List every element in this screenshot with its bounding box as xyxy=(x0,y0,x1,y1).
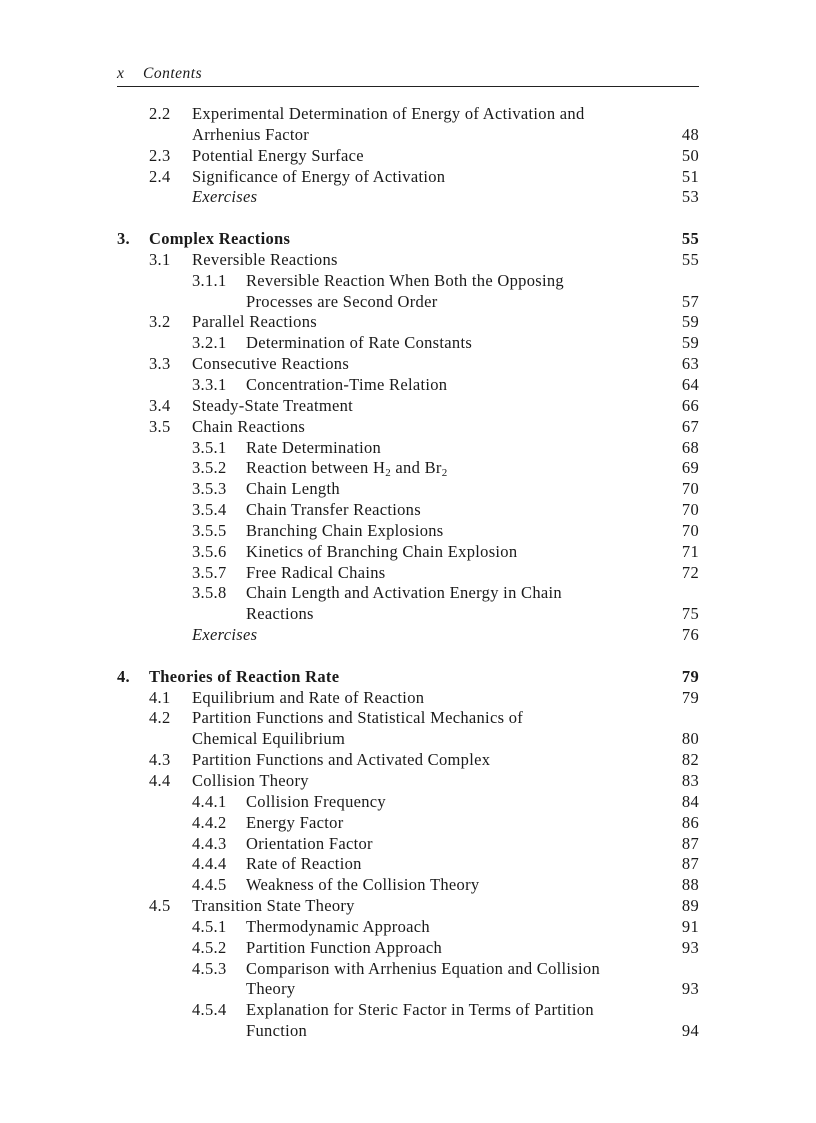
subsection-title: Energy Factor xyxy=(246,812,344,832)
exercises-title: Exercises xyxy=(192,187,258,207)
page-number: 55 xyxy=(681,249,699,269)
subsection-title: Reversible Reaction When Both the Opposing xyxy=(246,270,564,290)
subsection-title: Chain Length xyxy=(246,479,340,499)
title-text: and Br xyxy=(391,458,442,478)
chapter-title: Complex Reactions xyxy=(149,229,291,249)
page-number: 79 xyxy=(681,666,699,686)
subsection-title: Concentration-Time Relation xyxy=(246,374,448,394)
toc-subsection-entry xyxy=(117,375,699,396)
toc-subsection-entry xyxy=(117,917,699,938)
section-title: Chain Reactions xyxy=(192,416,306,436)
subsection-title: Collision Frequency xyxy=(246,791,386,811)
subsection-title: Theory xyxy=(246,979,296,999)
section-number: 3.5 xyxy=(149,416,171,436)
subsection-title: Kinetics of Branching Chain Explosion xyxy=(246,541,518,561)
toc-subsection-entry xyxy=(117,583,699,604)
page-number: 94 xyxy=(681,1021,699,1041)
subsection-number: 3.5.5 xyxy=(192,520,227,540)
toc-section-entry xyxy=(117,312,699,333)
toc-subsection-entry xyxy=(117,500,699,521)
subsection-title xyxy=(246,458,448,479)
subsection-number: 4.4.4 xyxy=(192,854,227,874)
toc-subsection-entry xyxy=(117,479,699,500)
section-number: 2.3 xyxy=(149,145,171,165)
chapter-title: Theories of Reaction Rate xyxy=(149,666,340,686)
page-number: 67 xyxy=(681,416,699,436)
subsection-number: 3.5.1 xyxy=(192,437,227,457)
toc-section-entry xyxy=(117,750,699,771)
subsection-number: 4.4.3 xyxy=(192,833,227,853)
subsection-title: Comparison with Arrhenius Equation and Collision xyxy=(246,958,601,978)
subsection-number: 3.5.2 xyxy=(192,458,227,478)
section-number: 3.2 xyxy=(149,312,171,332)
section-number: 3.3 xyxy=(149,354,171,374)
page-number: 80 xyxy=(681,729,699,749)
subsection-number: 4.4.5 xyxy=(192,875,227,895)
section-title: Experimental Determination of Energy of Activation and xyxy=(192,104,585,123)
subsection-number: 4.5.4 xyxy=(192,1000,227,1020)
running-header xyxy=(117,64,699,87)
page-number: 59 xyxy=(681,333,699,353)
page-number: 79 xyxy=(681,687,699,707)
page-number: 70 xyxy=(681,520,699,540)
toc-subsection-entry xyxy=(117,875,699,896)
subsection-title: Function xyxy=(246,1021,308,1041)
toc-section-entry xyxy=(117,688,699,709)
subsection-title: Rate of Reaction xyxy=(246,854,362,874)
subsection-number: 4.4.2 xyxy=(192,812,227,832)
subsection-title: Weakness of the Collision Theory xyxy=(246,875,480,895)
page-number: 53 xyxy=(681,187,699,207)
page-folio: x xyxy=(117,65,124,82)
table-of-contents xyxy=(117,104,699,1042)
toc-section-entry xyxy=(117,104,699,125)
section-title: Equilibrium and Rate of Reaction xyxy=(192,687,425,707)
subsection-number: 3.1.1 xyxy=(192,270,227,290)
section-title: Significance of Energy of Activation xyxy=(192,166,446,186)
toc-section-entry xyxy=(117,167,699,188)
section-number: 2.2 xyxy=(149,104,171,123)
page-number: 69 xyxy=(681,458,699,478)
section-title: Steady-State Treatment xyxy=(192,395,354,415)
subsection-title: Chain Length and Activation Energy in Chain xyxy=(246,583,562,603)
page-number: 72 xyxy=(681,562,699,582)
section-title: Transition State Theory xyxy=(192,896,355,916)
page-number: 68 xyxy=(681,437,699,457)
subsection-number: 3.5.8 xyxy=(192,583,227,603)
spacer xyxy=(117,646,699,667)
toc-subsection-entry xyxy=(117,542,699,563)
section-number: 4.5 xyxy=(149,896,171,916)
subsection-title: Determination of Rate Constants xyxy=(246,333,473,353)
toc-subsection-entry xyxy=(117,563,699,584)
section-number: 4.3 xyxy=(149,750,171,770)
toc-continuation xyxy=(117,125,699,146)
chapter-number: 3. xyxy=(117,229,130,249)
chapter-number: 4. xyxy=(117,666,130,686)
toc-subsection-entry xyxy=(117,1000,699,1021)
section-number: 2.4 xyxy=(149,166,171,186)
toc-continuation xyxy=(117,604,699,625)
page-number: 70 xyxy=(681,500,699,520)
toc-continuation xyxy=(117,979,699,1000)
page-number: 93 xyxy=(681,937,699,957)
toc-section-entry xyxy=(117,250,699,271)
page-number: 50 xyxy=(681,145,699,165)
page-number: 55 xyxy=(681,229,699,249)
toc-subsection-entry xyxy=(117,271,699,292)
page-number: 70 xyxy=(681,479,699,499)
title-text: Reaction between H xyxy=(246,458,386,478)
toc-section-entry xyxy=(117,896,699,917)
subscript: 2 xyxy=(441,467,448,480)
toc-section-entry xyxy=(117,708,699,729)
toc-section-entry xyxy=(117,417,699,438)
page-number: 63 xyxy=(681,354,699,374)
subsection-number: 3.5.3 xyxy=(192,479,227,499)
toc-subsection-entry xyxy=(117,813,699,834)
exercises-title: Exercises xyxy=(192,625,258,645)
page-number: 66 xyxy=(681,395,699,415)
page-number: 64 xyxy=(681,374,699,394)
page-number: 71 xyxy=(681,541,699,561)
toc-chapter-entry xyxy=(117,229,699,250)
section-number: 3.1 xyxy=(149,249,171,269)
toc-continuation xyxy=(117,292,699,313)
subsection-title: Partition Function Approach xyxy=(246,937,442,957)
toc-subsection-entry xyxy=(117,792,699,813)
toc-continuation xyxy=(117,1021,699,1042)
page-number: 82 xyxy=(681,750,699,770)
toc-subsection-entry xyxy=(117,438,699,459)
toc-exercises-entry xyxy=(117,625,699,646)
spacer xyxy=(117,208,699,229)
toc-section-entry xyxy=(117,354,699,375)
page-number: 87 xyxy=(681,833,699,853)
page-number: 87 xyxy=(681,854,699,874)
toc-subsection-entry xyxy=(117,458,699,479)
section-title: Parallel Reactions xyxy=(192,312,317,332)
subsection-title: Chain Transfer Reactions xyxy=(246,500,421,520)
page-number: 91 xyxy=(681,916,699,936)
subsection-number: 3.5.7 xyxy=(192,562,227,582)
page-number: 59 xyxy=(681,312,699,332)
page-number: 48 xyxy=(681,124,699,144)
section-title: Reversible Reactions xyxy=(192,249,338,269)
subsection-title: Free Radical Chains xyxy=(246,562,386,582)
subsection-title: Explanation for Steric Factor in Terms of Partition xyxy=(246,1000,594,1020)
subsection-title: Processes are Second Order xyxy=(246,291,438,311)
toc-subsection-entry xyxy=(117,938,699,959)
section-number: 4.4 xyxy=(149,771,171,790)
subsection-title: Rate Determination xyxy=(246,437,382,457)
section-title: Partition Functions and Activated Complex xyxy=(192,750,491,770)
section-number: 3.4 xyxy=(149,395,171,415)
subsection-number: 4.5.3 xyxy=(192,958,227,978)
section-title: Potential Energy Surface xyxy=(192,145,364,165)
subsection-title: Branching Chain Explosions xyxy=(246,520,444,540)
toc-continuation xyxy=(117,729,699,750)
running-title: Contents xyxy=(143,65,203,82)
subsection-number: 3.2.1 xyxy=(192,333,227,353)
subsection-number: 4.5.1 xyxy=(192,916,227,936)
subsection-number: 4.4.1 xyxy=(192,791,227,811)
section-title: Chemical Equilibrium xyxy=(192,729,346,749)
section-number: 4.2 xyxy=(149,708,171,728)
toc-section-entry xyxy=(117,396,699,417)
subsection-number: 3.5.6 xyxy=(192,541,227,561)
section-title: Partition Functions and Statistical Mechanics of xyxy=(192,708,524,728)
toc-subsection-entry xyxy=(117,333,699,354)
page-number: 75 xyxy=(681,604,699,624)
section-number: 4.1 xyxy=(149,687,171,707)
page-number: 83 xyxy=(681,771,699,790)
subscript: 2 xyxy=(385,467,391,480)
subsection-title: Thermodynamic Approach xyxy=(246,916,430,936)
subsection-number: 3.3.1 xyxy=(192,374,227,394)
page-number: 86 xyxy=(681,812,699,832)
section-title: Collision Theory xyxy=(192,771,309,790)
page-number: 93 xyxy=(681,979,699,999)
toc-chapter-entry xyxy=(117,667,699,688)
page-number: 88 xyxy=(681,875,699,895)
toc-exercises-entry xyxy=(117,187,699,208)
section-title: Consecutive Reactions xyxy=(192,354,350,374)
section-title: Arrhenius Factor xyxy=(192,124,310,144)
toc-section-entry xyxy=(117,146,699,167)
page-number: 84 xyxy=(681,791,699,811)
toc-subsection-entry xyxy=(117,854,699,875)
toc-subsection-entry xyxy=(117,834,699,855)
page-number: 57 xyxy=(681,291,699,311)
subsection-title: Orientation Factor xyxy=(246,833,373,853)
page-number: 89 xyxy=(681,896,699,916)
page-number: 76 xyxy=(681,625,699,645)
subsection-number: 3.5.4 xyxy=(192,500,227,520)
toc-section-entry xyxy=(117,771,699,792)
page-number: 51 xyxy=(681,166,699,186)
subsection-title: Reactions xyxy=(246,604,314,624)
toc-subsection-entry xyxy=(117,521,699,542)
toc-subsection-entry xyxy=(117,959,699,980)
subsection-number: 4.5.2 xyxy=(192,937,227,957)
